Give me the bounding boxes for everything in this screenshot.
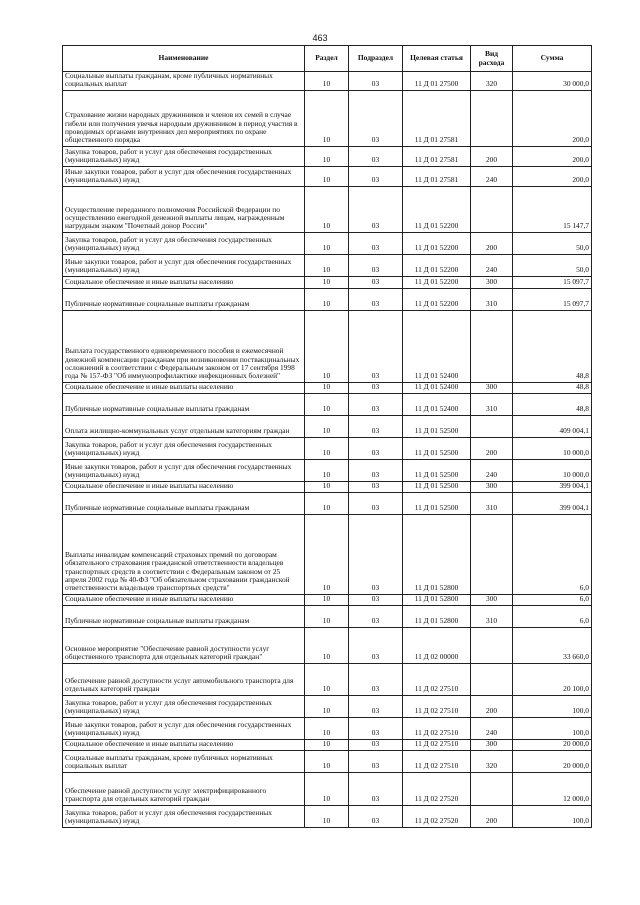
row-kind-cell <box>471 310 513 382</box>
table-row <box>63 627 592 663</box>
header-subsection: Подраздел <box>349 46 403 72</box>
row-target-cell: 11 Д 01 27500 <box>403 72 471 91</box>
row-sum-cell: 100,0 <box>513 717 592 739</box>
row-sum-cell: 10 000,0 <box>513 437 592 459</box>
table-row <box>63 90 592 146</box>
page-number: 463 <box>312 33 328 43</box>
table-row <box>63 805 592 827</box>
row-target-cell: 11 Д 01 52800 <box>403 605 471 627</box>
row-name-cell: Социальные выплаты гражданам, кроме публичных нормативных социальных выплат <box>63 72 305 91</box>
row-sum-cell: 409 004,1 <box>513 415 592 437</box>
row-kind-cell: 200 <box>471 805 513 827</box>
row-target-cell: 11 Д 02 27510 <box>403 695 471 717</box>
row-section-cell: 10 <box>305 382 349 393</box>
row-target-cell: 11 Д 01 52500 <box>403 437 471 459</box>
table-row <box>63 186 592 232</box>
row-subsection-cell: 03 <box>349 695 403 717</box>
row-name-cell: Страхование жизни народных дружинников и членов их семей в случае гибели или получения увечья народным дружинником в период участия в проводимых органами внутренних дел мероприятиях по охране общественного порядка <box>63 90 305 146</box>
row-subsection-cell: 03 <box>349 72 403 91</box>
table-row <box>63 437 592 459</box>
row-section-cell: 10 <box>305 514 349 594</box>
row-target-cell: 11 Д 01 52500 <box>403 481 471 492</box>
row-sum-cell: 6,0 <box>513 605 592 627</box>
row-name-cell: Обеспечение равной доступности услуг автомобильного транспорта для отдельных категорий граждан <box>63 663 305 695</box>
row-kind-cell: 310 <box>471 288 513 310</box>
row-sum-cell: 30 000,0 <box>513 72 592 91</box>
row-subsection-cell: 03 <box>349 739 403 750</box>
row-subsection-cell: 03 <box>349 393 403 415</box>
table-row <box>63 72 592 91</box>
table-row <box>63 254 592 276</box>
row-kind-cell: 310 <box>471 393 513 415</box>
row-kind-cell <box>471 772 513 805</box>
row-section-cell: 10 <box>305 695 349 717</box>
row-sum-cell: 20 000,0 <box>513 739 592 750</box>
row-target-cell: 11 Д 02 27520 <box>403 805 471 827</box>
row-name-cell: Социальное обеспечение и иные выплаты населению <box>63 276 305 288</box>
table-row <box>63 605 592 627</box>
row-subsection-cell: 03 <box>349 186 403 232</box>
row-subsection-cell: 03 <box>349 90 403 146</box>
table-row <box>63 772 592 805</box>
row-section-cell: 10 <box>305 146 349 166</box>
row-kind-cell: 320 <box>471 750 513 772</box>
row-section-cell: 10 <box>305 459 349 481</box>
row-kind-cell: 300 <box>471 481 513 492</box>
header-expense-kind: Вид расхода <box>471 46 513 72</box>
row-name-cell: Закупка товаров, работ и услуг для обеспечения государственных (муниципальных) нужд <box>63 146 305 166</box>
row-kind-cell: 240 <box>471 717 513 739</box>
row-subsection-cell: 03 <box>349 717 403 739</box>
row-target-cell: 11 Д 01 27581 <box>403 166 471 186</box>
row-subsection-cell: 03 <box>349 459 403 481</box>
row-name-cell: Обеспечение равной доступности услуг электрифицированного транспорта для отдельных категорий граждан <box>63 772 305 805</box>
row-subsection-cell: 03 <box>349 594 403 605</box>
header-name: Наименование <box>63 46 305 72</box>
table-row <box>63 717 592 739</box>
row-target-cell: 11 Д 01 52500 <box>403 459 471 481</box>
row-kind-cell: 300 <box>471 739 513 750</box>
row-target-cell: 11 Д 01 27581 <box>403 146 471 166</box>
row-target-cell: 11 Д 01 52400 <box>403 382 471 393</box>
row-name-cell: Иные закупки товаров, работ и услуг для обеспечения государственных (муниципальных) нужд <box>63 254 305 276</box>
row-name-cell: Публичные нормативные социальные выплаты гражданам <box>63 393 305 415</box>
row-name-cell: Иные закупки товаров, работ и услуг для обеспечения государственных (муниципальных) нужд <box>63 459 305 481</box>
row-section-cell: 10 <box>305 276 349 288</box>
row-target-cell: 11 Д 02 00000 <box>403 627 471 663</box>
row-sum-cell: 48,8 <box>513 310 592 382</box>
row-kind-cell: 200 <box>471 232 513 254</box>
row-name-cell: Публичные нормативные социальные выплаты гражданам <box>63 605 305 627</box>
row-kind-cell: 240 <box>471 254 513 276</box>
table-row <box>63 750 592 772</box>
row-sum-cell: 200,0 <box>513 90 592 146</box>
row-sum-cell: 6,0 <box>513 514 592 594</box>
row-name-cell: Социальные выплаты гражданам, кроме публичных нормативных социальных выплат <box>63 750 305 772</box>
row-section-cell: 10 <box>305 605 349 627</box>
row-section-cell: 10 <box>305 415 349 437</box>
table-row <box>63 232 592 254</box>
row-target-cell: 11 Д 01 52200 <box>403 276 471 288</box>
row-kind-cell: 300 <box>471 276 513 288</box>
row-kind-cell <box>471 415 513 437</box>
row-section-cell: 10 <box>305 254 349 276</box>
row-name-cell: Осуществление переданного полномочия Российской Федерации по осуществлению ежегодной денежной выплаты лицам, награжденным нагрудным знаком "Почетный донор России" <box>63 186 305 232</box>
row-target-cell: 11 Д 01 52200 <box>403 288 471 310</box>
row-section-cell: 10 <box>305 166 349 186</box>
row-section-cell: 10 <box>305 739 349 750</box>
row-section-cell: 10 <box>305 481 349 492</box>
row-name-cell: Оплата жилищно-коммунальных услуг отдельным категориям граждан <box>63 415 305 437</box>
row-sum-cell: 50,0 <box>513 254 592 276</box>
table-row <box>63 481 592 492</box>
row-subsection-cell: 03 <box>349 627 403 663</box>
row-sum-cell: 200,0 <box>513 146 592 166</box>
row-target-cell: 11 Д 02 27510 <box>403 750 471 772</box>
table-row <box>63 382 592 393</box>
row-target-cell: 11 Д 01 52400 <box>403 393 471 415</box>
row-subsection-cell: 03 <box>349 805 403 827</box>
row-section-cell: 10 <box>305 288 349 310</box>
row-subsection-cell: 03 <box>349 382 403 393</box>
row-sum-cell: 20 000,0 <box>513 750 592 772</box>
row-target-cell: 11 Д 01 52800 <box>403 594 471 605</box>
row-target-cell: 11 Д 01 52200 <box>403 232 471 254</box>
row-section-cell: 10 <box>305 492 349 514</box>
header-sum: Сумма <box>513 46 592 72</box>
table-row <box>63 514 592 594</box>
row-target-cell: 11 Д 01 52200 <box>403 254 471 276</box>
row-kind-cell: 240 <box>471 166 513 186</box>
row-target-cell: 11 Д 01 52800 <box>403 514 471 594</box>
table-row <box>63 415 592 437</box>
row-subsection-cell: 03 <box>349 146 403 166</box>
row-kind-cell: 300 <box>471 594 513 605</box>
row-kind-cell: 240 <box>471 459 513 481</box>
row-target-cell: 11 Д 02 27510 <box>403 739 471 750</box>
row-kind-cell <box>471 186 513 232</box>
row-kind-cell: 200 <box>471 695 513 717</box>
row-section-cell: 10 <box>305 663 349 695</box>
row-kind-cell <box>471 90 513 146</box>
row-section-cell: 10 <box>305 594 349 605</box>
row-section-cell: 10 <box>305 186 349 232</box>
row-section-cell: 10 <box>305 90 349 146</box>
row-kind-cell <box>471 627 513 663</box>
row-name-cell: Социальное обеспечение и иные выплаты населению <box>63 594 305 605</box>
table-row <box>63 739 592 750</box>
row-name-cell: Социальное обеспечение и иные выплаты населению <box>63 382 305 393</box>
row-subsection-cell: 03 <box>349 232 403 254</box>
row-target-cell: 11 Д 01 52400 <box>403 310 471 382</box>
row-section-cell: 10 <box>305 772 349 805</box>
row-section-cell: 10 <box>305 437 349 459</box>
row-kind-cell: 320 <box>471 72 513 91</box>
row-sum-cell: 48,8 <box>513 382 592 393</box>
row-subsection-cell: 03 <box>349 750 403 772</box>
row-target-cell: 11 Д 01 52200 <box>403 186 471 232</box>
row-subsection-cell: 03 <box>349 288 403 310</box>
row-kind-cell <box>471 663 513 695</box>
table-row <box>63 459 592 481</box>
row-target-cell: 11 Д 02 27510 <box>403 663 471 695</box>
row-section-cell: 10 <box>305 232 349 254</box>
row-subsection-cell: 03 <box>349 276 403 288</box>
row-sum-cell: 100,0 <box>513 695 592 717</box>
row-section-cell: 10 <box>305 717 349 739</box>
row-name-cell: Основное мероприятие "Обеспечение равной доступности услуг общественного транспорта для отдельных категорий граждан" <box>63 627 305 663</box>
row-section-cell: 10 <box>305 805 349 827</box>
row-sum-cell: 15 097,7 <box>513 276 592 288</box>
row-section-cell: 10 <box>305 72 349 91</box>
row-subsection-cell: 03 <box>349 415 403 437</box>
table-row <box>63 492 592 514</box>
row-section-cell: 10 <box>305 393 349 415</box>
row-sum-cell: 399 004,1 <box>513 492 592 514</box>
row-name-cell: Закупка товаров, работ и услуг для обеспечения государственных (муниципальных) нужд <box>63 695 305 717</box>
row-name-cell: Публичные нормативные социальные выплаты гражданам <box>63 492 305 514</box>
row-name-cell: Публичные нормативные социальные выплаты гражданам <box>63 288 305 310</box>
row-sum-cell: 15 097,7 <box>513 288 592 310</box>
row-name-cell: Иные закупки товаров, работ и услуг для обеспечения государственных (муниципальных) нужд <box>63 717 305 739</box>
row-name-cell: Закупка товаров, работ и услуг для обеспечения государственных (муниципальных) нужд <box>63 232 305 254</box>
table-row <box>63 310 592 382</box>
header-section: Раздел <box>305 46 349 72</box>
table-row <box>63 594 592 605</box>
table-row <box>63 166 592 186</box>
row-kind-cell: 310 <box>471 605 513 627</box>
row-name-cell: Социальное обеспечение и иные выплаты населению <box>63 481 305 492</box>
row-subsection-cell: 03 <box>349 166 403 186</box>
row-sum-cell: 6,0 <box>513 594 592 605</box>
row-subsection-cell: 03 <box>349 772 403 805</box>
row-kind-cell: 300 <box>471 382 513 393</box>
table-row <box>63 288 592 310</box>
row-target-cell: 11 Д 01 27581 <box>403 90 471 146</box>
table-header-row <box>63 46 592 72</box>
row-target-cell: 11 Д 02 27510 <box>403 717 471 739</box>
row-sum-cell: 15 147,7 <box>513 186 592 232</box>
row-sum-cell: 50,0 <box>513 232 592 254</box>
row-kind-cell: 200 <box>471 146 513 166</box>
row-kind-cell: 200 <box>471 437 513 459</box>
row-subsection-cell: 03 <box>349 492 403 514</box>
row-sum-cell: 33 660,0 <box>513 627 592 663</box>
row-sum-cell: 399 004,1 <box>513 481 592 492</box>
table-row <box>63 663 592 695</box>
row-subsection-cell: 03 <box>349 514 403 594</box>
header-target-article: Целевая статья <box>403 46 471 72</box>
row-subsection-cell: 03 <box>349 605 403 627</box>
row-name-cell: Иные закупки товаров, работ и услуг для обеспечения государственных (муниципальных) нужд <box>63 166 305 186</box>
row-target-cell: 11 Д 01 52500 <box>403 415 471 437</box>
row-name-cell: Закупка товаров, работ и услуг для обеспечения государственных (муниципальных) нужд <box>63 805 305 827</box>
row-section-cell: 10 <box>305 627 349 663</box>
table-row <box>63 695 592 717</box>
row-sum-cell: 200,0 <box>513 166 592 186</box>
row-subsection-cell: 03 <box>349 437 403 459</box>
table-body <box>63 72 592 828</box>
row-sum-cell: 20 100,0 <box>513 663 592 695</box>
row-section-cell: 10 <box>305 750 349 772</box>
row-subsection-cell: 03 <box>349 310 403 382</box>
row-sum-cell: 10 000,0 <box>513 459 592 481</box>
table-row <box>63 393 592 415</box>
row-target-cell: 11 Д 02 27520 <box>403 772 471 805</box>
row-name-cell: Выплата государственного единовременного пособия и ежемесячной денежной компенсации гражданам при возникновении поствакцинальных осложнений в соответствии с Федеральным законом от 17 сентября 1998 года № 157-ФЗ "Об иммунопрофилактике инфекционных болезней" <box>63 310 305 382</box>
row-name-cell: Выплаты инвалидам компенсаций страховых премий по договорам обязательного страхования гражданской ответственности владельцев транспортных средств в соответствии с Федеральным законом от 25 апреля 2002 года № 40-ФЗ "Об обязательном страховании гражданской ответственности владельцев транспортных средств" <box>63 514 305 594</box>
row-kind-cell: 310 <box>471 492 513 514</box>
row-sum-cell: 12 000,0 <box>513 772 592 805</box>
row-sum-cell: 48,8 <box>513 393 592 415</box>
table-row <box>63 276 592 288</box>
row-name-cell: Социальное обеспечение и иные выплаты населению <box>63 739 305 750</box>
row-target-cell: 11 Д 01 52500 <box>403 492 471 514</box>
budget-table <box>62 45 592 828</box>
row-subsection-cell: 03 <box>349 254 403 276</box>
row-section-cell: 10 <box>305 310 349 382</box>
row-name-cell: Закупка товаров, работ и услуг для обеспечения государственных (муниципальных) нужд <box>63 437 305 459</box>
row-sum-cell: 100,0 <box>513 805 592 827</box>
row-subsection-cell: 03 <box>349 481 403 492</box>
row-kind-cell <box>471 514 513 594</box>
row-subsection-cell: 03 <box>349 663 403 695</box>
table-row <box>63 146 592 166</box>
